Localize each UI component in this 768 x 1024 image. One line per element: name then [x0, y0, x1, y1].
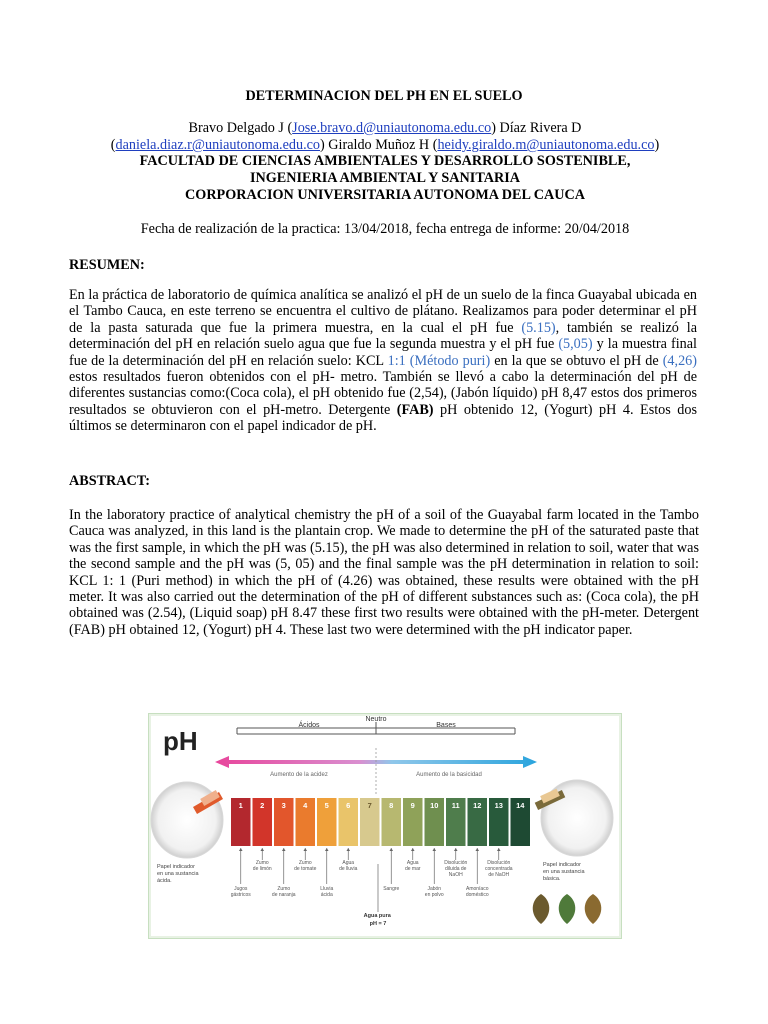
author-2: ) Díaz Rivera D: [491, 120, 582, 136]
substance-lower-arrow-tip: [282, 848, 286, 851]
ph-number-6: 6: [346, 801, 351, 810]
author-1: Bravo Delgado J (: [188, 120, 293, 136]
resumen-paragraph: [69, 287, 697, 435]
author-2-email[interactable]: daniela.diaz.r@uniautonoma.edu.co: [115, 137, 321, 153]
authors-line: [80, 120, 690, 154]
ph-number-3: 3: [281, 801, 286, 810]
ph-number-2: 2: [260, 801, 265, 810]
neutro-label: Neutro: [365, 716, 387, 723]
papel-basica-line: Papel indicador: [543, 862, 581, 868]
ph-number-11: 11: [451, 801, 460, 810]
substance-lower-label: Jugos gástricos: [230, 886, 251, 898]
substance-lower-arrow-tip: [239, 848, 243, 851]
author-1-email[interactable]: Jose.bravo.d@uniautonoma.edu.co: [292, 120, 492, 136]
agua-pura-line: pH = 7: [369, 921, 387, 927]
abstract-heading: ABSTRACT:: [69, 473, 150, 489]
institution-line-3: CORPORACION UNIVERSITARIA AUTONOMA DEL CAUCA: [185, 187, 585, 203]
base-dish: [533, 780, 613, 924]
aumento-acidez-label: Aumento de la acidez: [270, 772, 328, 778]
papel-acida-line: Papel indicador: [157, 864, 195, 870]
resumen-value: (5,05): [558, 336, 593, 353]
resumen-value: 1:1 (Método puri): [387, 352, 491, 369]
ph-number-4: 4: [303, 801, 308, 810]
acidity-arrow: [215, 748, 537, 796]
resumen-text: , también se realizó la determinación del pH en relación suelo agua que fue la segunda muestra y el pH fue: [69, 319, 697, 353]
substance-upper-label: Disolución concentrada de NaOH: [484, 860, 513, 878]
institution-line-2: INGENIERIA AMBIENTAL Y SANITARIA: [249, 170, 520, 186]
institution-block: [80, 153, 690, 204]
resumen-value: (4,26): [662, 352, 697, 369]
substance-labels: [231, 848, 513, 898]
substance-upper-arrow-tip: [346, 848, 350, 851]
figure-ph-label: pH: [163, 726, 198, 756]
ph-number-12: 12: [473, 801, 482, 810]
resumen-value: (5.15): [521, 319, 556, 336]
ph-number-14: 14: [516, 801, 525, 810]
substance-upper-arrow-tip: [497, 848, 501, 851]
ph-number-13: 13: [494, 801, 503, 810]
author-3: ) Giraldo Muñoz H (: [320, 137, 438, 153]
papel-basica-label: [543, 862, 586, 882]
substance-lower-arrow-tip: [475, 848, 479, 851]
abstract-paragraph: In the laboratory practice of analytical chemistry the pH of a soil of the Guayabal farm located in the Tambo Cauca was analyzed, in this land is the plantain crop. We made to determine the pH of the saturated paste that was the first sample, in which the pH was (5.15), the pH was also determined in relation to soil, water that was the second sample and the pH was (5, 05) and the final sample was the pH determination in relation to soil: KCL 1: 1 (Puri method) in which the pH of (4.26) was obtained, these results were obtained with the pH meter. It was also carried out the determination of the pH of different substances such as: (Coca cola), the pH obtained was (2.54), (Liquid soap) pH 8.47 these first two results were obtained with the pH-meter. Detergent (FAB) pH obtained 12, (Yogurt) pH 4. These last two were determined with the pH indicator paper.: [69, 507, 699, 638]
ph-number-7: 7: [367, 801, 372, 810]
substance-upper-label: Disolución diluida de NaOH: [444, 860, 468, 878]
papel-acida-line: en una sustancia: [157, 871, 199, 877]
resumen-text: pH obtenido 12, (Yogurt) pH 4. Estos dos últimos se determinaron con el papel indicador de pH.: [69, 401, 697, 435]
dates-line: Fecha de realización de la practica: 13/04/2018, fecha entrega de informe: 20/04/2018: [140, 221, 630, 237]
agua-pura-label: [364, 913, 393, 927]
substance-lower-label: Jabón en polvo: [424, 886, 444, 898]
papel-acida-line: ácida.: [157, 878, 172, 884]
substance-lower-label: Lluvia ácida: [320, 886, 334, 898]
papel-acida-label: [157, 864, 200, 884]
resumen-heading: RESUMEN:: [69, 257, 145, 273]
substance-lower-label: Zumo de naranja: [271, 886, 296, 898]
substance-lower-arrow-tip: [389, 848, 393, 851]
ph-number-1: 1: [238, 801, 243, 810]
substance-lower-label: Amoníaco doméstico: [465, 886, 489, 898]
aumento-basicidad-label: Aumento de la basicidad: [416, 772, 482, 778]
paren-open: (: [110, 137, 116, 153]
resumen-text: estos resultados fueron obtenidos con el pH- metro. También se llevó a cabo la determinación del pH de diferentes sustancias como:(Coca cola), el pH obtenido fue (2,54), (Jabón líquido) pH 8,47 estos dos primeros resultados se obtuvieron con el pH-metro. Detergente: [69, 369, 697, 418]
ph-number-10: 10: [430, 801, 439, 810]
substance-upper-label: Zumo de limón: [252, 860, 272, 872]
substance-upper-arrow-tip: [303, 848, 307, 851]
papel-basica-line: en una sustancia: [543, 869, 585, 875]
substance-upper-label: Agua de lluvia: [339, 860, 358, 872]
substance-upper-arrow-tip: [454, 848, 458, 851]
substance-upper-arrow-tip: [411, 848, 415, 851]
ph-number-9: 9: [410, 801, 415, 810]
substance-upper-label: Zumo de tomate: [294, 860, 317, 872]
ph-color-scale: [231, 798, 530, 846]
resumen-fab: (FAB): [396, 401, 434, 418]
ph-scale-figure: [148, 713, 622, 939]
acidos-label: Ácidos: [298, 722, 320, 729]
bases-label: Bases: [436, 722, 456, 729]
ph-number-5: 5: [324, 801, 329, 810]
agua-pura-line: Agua pura: [363, 913, 391, 919]
ph-scale-diagram: [149, 714, 621, 938]
leaf-icons: [533, 894, 602, 924]
author-3-email[interactable]: heidy.giraldo.m@uniautonoma.edu.co: [437, 137, 655, 153]
ph-number-8: 8: [389, 801, 394, 810]
substance-upper-arrow-tip: [260, 848, 264, 851]
acid-dish: [151, 782, 223, 884]
substance-lower-arrow-tip: [432, 848, 436, 851]
institution-line-1: FACULTAD DE CIENCIAS AMBIENTALES Y DESARROLLO SOSTENIBLE,: [139, 153, 631, 169]
substance-upper-label: Agua de mar: [404, 860, 421, 872]
substance-lower-arrow-tip: [325, 848, 329, 851]
resumen-text: En la práctica de laboratorio de química analítica se analizó el pH de un suelo de la finca Guayabal ubicada en el Tambo Cauca, en este terreno se encuentra el cultivo de plátano. Realizamos para poder determinar el pH de la pasta saturada que fue la primera muestra, en la cual el pH fue: [69, 287, 697, 336]
substance-lower-label: Sangre: [383, 886, 400, 892]
top-bracket: [237, 716, 515, 734]
resumen-text: en la que se obtuvo el pH de: [490, 352, 663, 369]
paren-close: ): [654, 137, 660, 153]
resumen-text: y la muestra final fue de la determinación del pH en relación suelo: KCL: [69, 336, 697, 369]
papel-basica-line: básica.: [543, 876, 561, 882]
document-title: DETERMINACION DEL PH EN EL SUELO: [245, 88, 523, 104]
